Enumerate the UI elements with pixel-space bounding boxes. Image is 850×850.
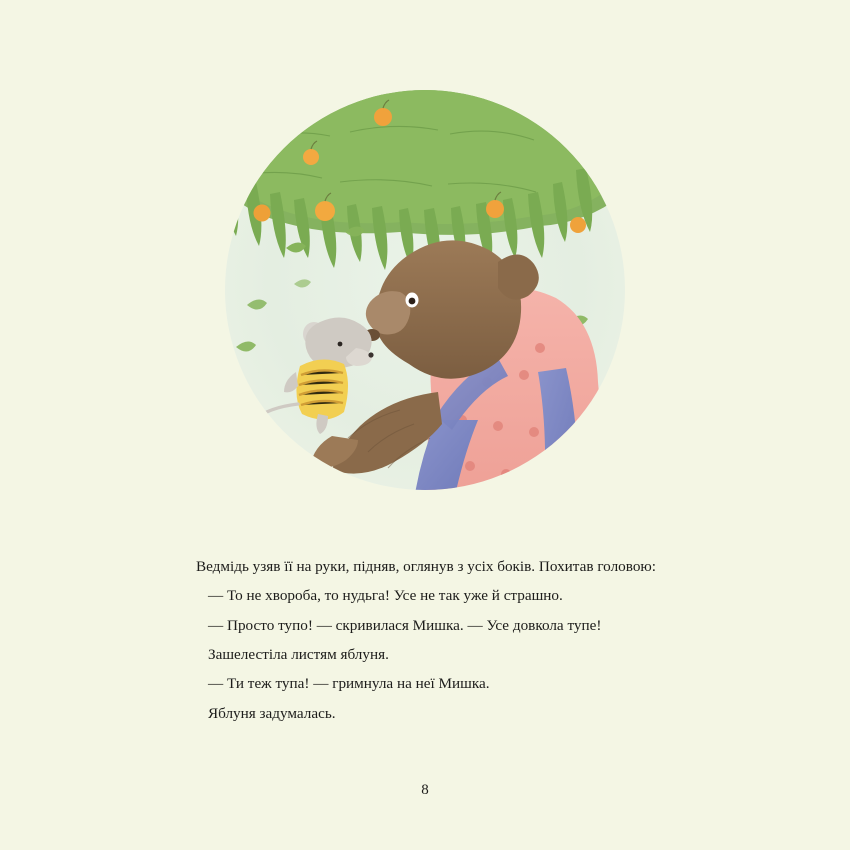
paragraph-1: Ведмідь узяв її на руки, підняв, оглянув з усіх боків. Похитав головою: (196, 558, 656, 575)
paragraph-2: — То не хвороба, то нудьга! Усе не так уже й страшно. (208, 587, 563, 605)
paragraph-5: Яблуня задумалась. (208, 704, 336, 722)
story-text (196, 552, 666, 728)
paragraph-4: — Ти теж тупа! — гримнула на неї Мишка. (208, 675, 490, 693)
paragraph-3: — Просто тупо! — скривилася Мишка. — Усе довкола тупе! Зашелестіла листям яблуня. (208, 616, 606, 663)
page-number: 8 (421, 782, 429, 798)
